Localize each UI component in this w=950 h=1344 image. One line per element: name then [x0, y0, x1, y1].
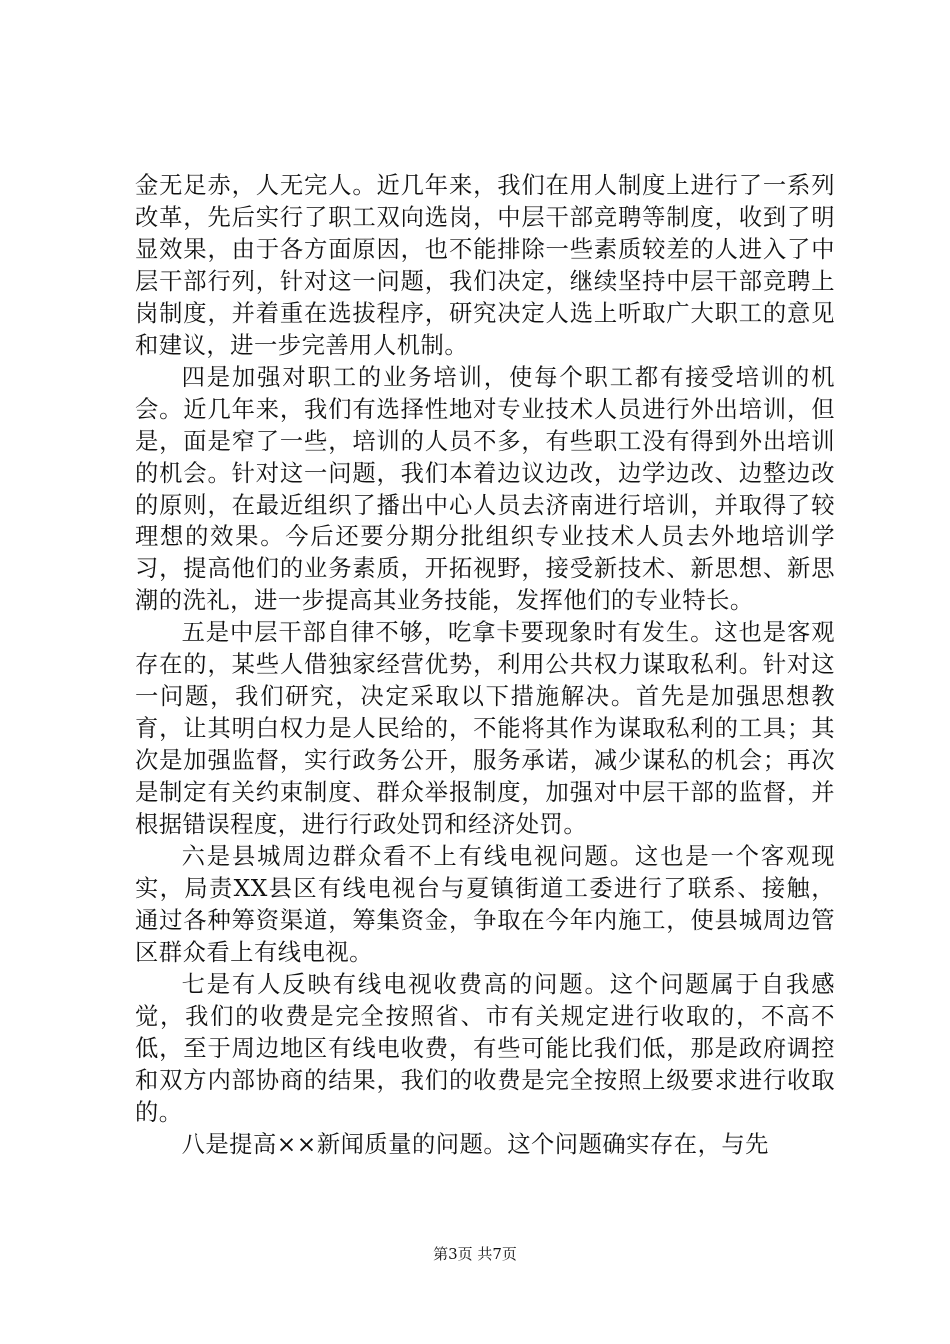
paragraph-point-five: 五是中层干部自律不够，吃拿卡要现象时有发生。这也是客观存在的，某些人借独家经营优势，利用公共权力谋取私利。针对这一问题，我们研究，决定采取以下措施解决。首先是加强思想教育，让其明白权力是人民给的，不能将其作为谋取私利的工具；其次是加强监督，实行政务公开，服务承诺，减少谋私的机会；再次是制定有关约束制度、群众举报制度，加强对中层干部的监督，并根据错误程度，进行行政处罚和经济处罚。 [135, 619, 835, 839]
page-footer [0, 1244, 950, 1264]
document-body [135, 170, 835, 1161]
page-number: 第3页 共7页 [433, 1245, 517, 1263]
paragraph-point-six: 六是县城周边群众看不上有线电视问题。这也是一个客观现实，局责XX县区有线电视台与夏镇街道工委进行了联系、接触，通过各种筹资渠道，筹集资金，争取在今年内施工，使县城周边管区群众看上有线电视。 [135, 843, 835, 966]
paragraph-point-four: 四是加强对职工的业务培训，使每个职工都有接受培训的机会。近几年来，我们有选择性地对专业技术人员进行外出培训，但是，面是窄了一些，培训的人员不多，有些职工没有得到外出培训的机会。针对这一问题，我们本着边议边改，边学边改、边整边改的原则，在最近组织了播出中心人员去济南进行培训，并取得了较理想的效果。今后还要分期分批组织专业技术人员去外地培训学习，提高他们的业务素质，开拓视野，接受新技术、新思想、新思潮的洗礼，进一步提高其业务技能，发挥他们的专业特长。 [135, 363, 835, 615]
paragraph-continuation: 金无足赤，人无完人。近几年来，我们在用人制度上进行了一系列改革，先后实行了职工双向选岗，中层干部竞聘等制度，收到了明显效果，由于各方面原因，也不能排除一些素质较差的人进入了中层干部行列，针对这一问题，我们决定，继续坚持中层干部竞聘上岗制度，并着重在选拔程序，研究决定人选上听取广大职工的意见和建议，进一步完善用人机制。 [135, 172, 835, 359]
paragraph-point-seven: 七是有人反映有线电视收费高的问题。这个问题属于自我感觉，我们的收费是完全按照省、市有关规定进行收取的，不高不低，至于周边地区有线电收费，有些可能比我们低，那是政府调控和双方内部协商的结果，我们的收费是完全按照上级要求进行收取的。 [135, 970, 835, 1126]
paragraph-point-eight: 八是提高××新闻质量的问题。这个问题确实存在，与先 [181, 1130, 769, 1158]
